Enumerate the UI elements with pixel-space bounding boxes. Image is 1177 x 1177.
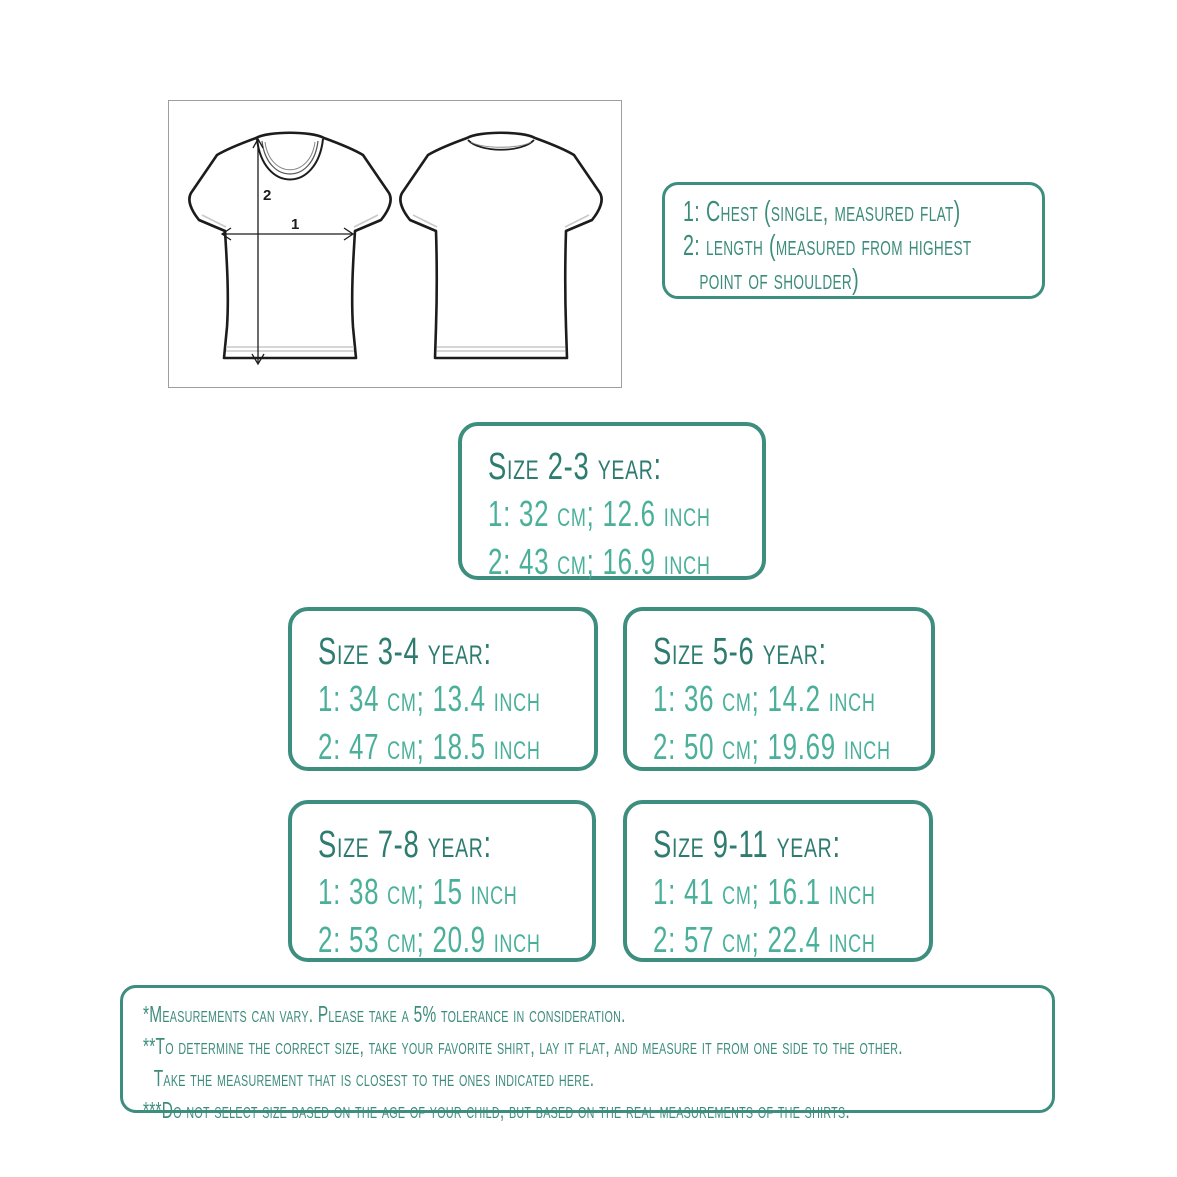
chest-label: 1 xyxy=(291,216,300,233)
note-how-to-measure-cont: Take the measurement that is closest to the ones indicated here. xyxy=(153,1065,595,1091)
length-measurement: 2: 47 cm; 18.5 inch xyxy=(318,726,541,767)
size-box-2-3-year xyxy=(458,422,766,580)
measurement-notes-box xyxy=(120,985,1055,1123)
chest-measurement: 1: 38 cm; 15 inch xyxy=(318,871,518,912)
size-box-5-6-year xyxy=(623,607,935,771)
measurement-legend-box xyxy=(662,182,1045,299)
size-title: Size 3-4 year: xyxy=(318,631,492,673)
note-age-warning: ***Do not select size based on the age of your child, but based on the real measurements of the shirts. xyxy=(143,1097,850,1123)
chest-measurement: 1: 34 cm; 13.4 inch xyxy=(318,678,541,719)
note-tolerance: *Measurements can vary. Please take a 5% tolerance in consideration. xyxy=(143,1001,626,1027)
size-box-7-8-year xyxy=(288,800,596,962)
chest-measurement: 1: 41 cm; 16.1 inch xyxy=(653,871,876,912)
tshirt-diagram xyxy=(169,101,623,389)
chest-measurement: 1: 36 cm; 14.2 inch xyxy=(653,678,876,719)
size-title: Size 2-3 year: xyxy=(488,446,662,488)
legend-length-line: 2: length (measured from highest xyxy=(683,230,972,262)
length-measurement: 2: 53 cm; 20.9 inch xyxy=(318,919,541,960)
length-measurement: 2: 50 cm; 19.69 inch xyxy=(653,726,891,767)
tshirt-diagram-panel xyxy=(168,100,622,388)
length-measurement: 2: 57 cm; 22.4 inch xyxy=(653,919,876,960)
length-measurement: 2: 43 cm; 16.9 inch xyxy=(488,541,711,582)
tshirt-back-drawing xyxy=(400,133,601,358)
size-title: Size 5-6 year: xyxy=(653,631,827,673)
legend-chest-line: 1: Chest (single, measured flat) xyxy=(683,196,961,228)
size-box-9-11-year xyxy=(623,800,933,962)
length-label: 2 xyxy=(263,187,272,204)
size-title: Size 9-11 year: xyxy=(653,824,841,866)
size-box-3-4-year xyxy=(288,607,598,771)
legend-length-line-cont: point of shoulder) xyxy=(699,264,859,296)
tshirt-front-drawing xyxy=(189,133,390,364)
chest-measurement: 1: 32 cm; 12.6 inch xyxy=(488,493,711,534)
size-title: Size 7-8 year: xyxy=(318,824,492,866)
note-how-to-measure: **To determine the correct size, take your favorite shirt, lay it flat, and measure it from one side to the other. xyxy=(143,1033,903,1059)
